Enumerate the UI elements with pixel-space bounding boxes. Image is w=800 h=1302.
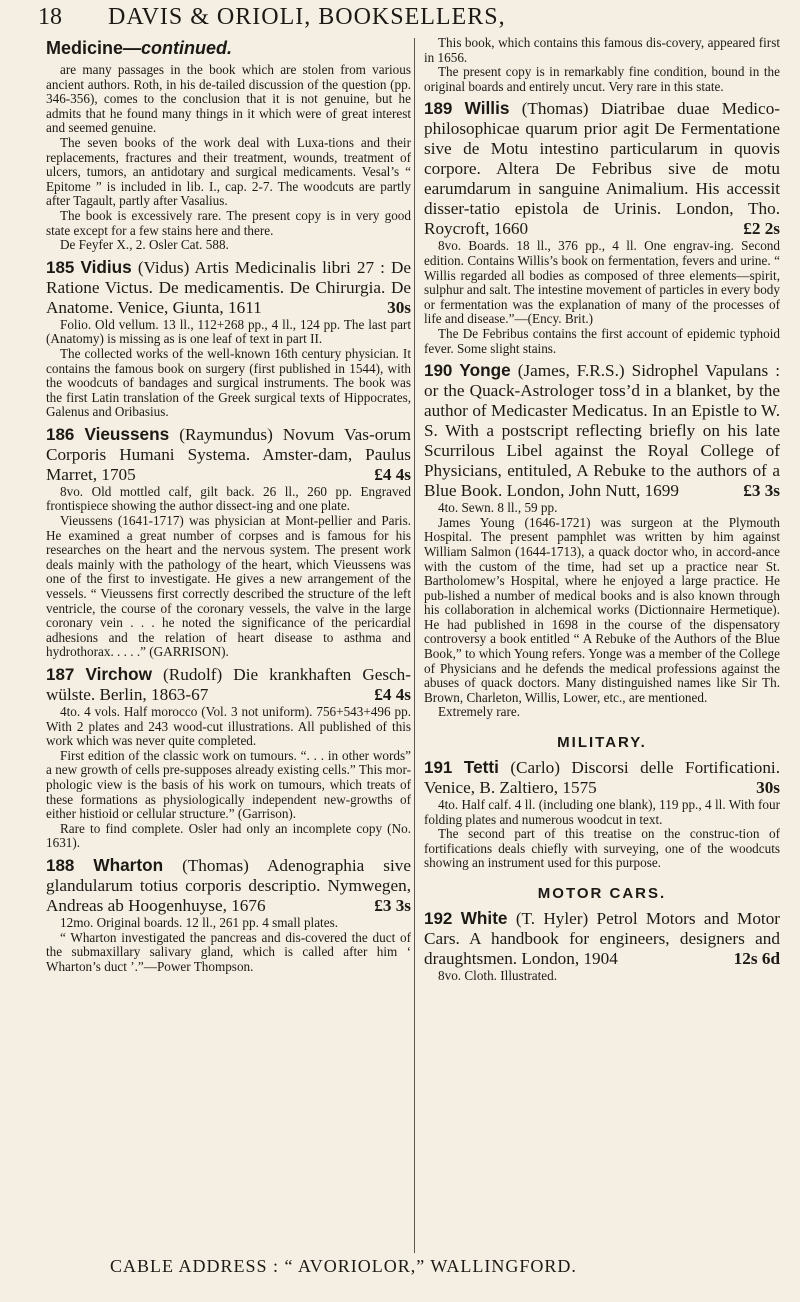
entry-description: (Carlo) Discorsi delle Fortificationi. Venice, B. Zaltiero, 1575 (424, 758, 780, 798)
entry-description: (Thomas) Adenographia sive glandularum totius corporis descriptio. Nymwegen, Andreas ab Hoogenhuyse, 1676 (46, 855, 411, 915)
entry-number: 186 (46, 424, 75, 444)
cable-address-footer: CABLE ADDRESS : “ AVORIOLOR,” WALLINGFORD. (110, 1256, 577, 1276)
entry-price: 12s 6d (733, 949, 780, 968)
paragraph: The second part of this treatise on the construc-tion of fortifications deals chiefly with surveying, one of the woodcuts showing an instrument used for this purpose. (424, 826, 780, 871)
running-title: DAVIS & ORIOLI, BOOKSELLERS, (108, 3, 506, 30)
entry-description: (Raymundus) Novum Vas-orum Corporis Humani Systema. Amster-dam, Paulus Marret, 1705 (46, 424, 411, 484)
entry-number: 191 (424, 758, 453, 778)
paragraph: Vieussens (1641-1717) was physician at Mont-pellier and Paris. He examined a great number of corpses and is famous for his researches on the heart and the nervous system. The present work deals mainly with the pathology of the heart, which Vieussens was one of the first to investigate. He gives a new arrangement of the vessels. “ Vieussens first correctly described the structure of the left ventricle, the course of the coronary vessels, the valve in the large coronary vein . . . he noted the significance of the pericardial adhesions and the relation of heart disease to asthma and hydrothorax. . . . .” (GARRISON). (46, 513, 411, 660)
entry-author: White (460, 908, 508, 928)
entry-author: Vidius (80, 256, 132, 277)
entry-price: £4 4s (374, 464, 411, 484)
paragraph: 4to. Sewn. 8 ll., 59 pp. (438, 500, 558, 516)
entry-price: £3 3s (374, 895, 411, 915)
entry-number: 187 (46, 665, 75, 684)
paragraph: James Young (1646-1721) was surgeon at the Plymouth Hospital. The present pamphlet was written by him against William Salmon (1644-1713), a quack doctor who, in accord-ance with the custom of the time, had set up a practice near St. Bartholomew’s Hospital, where he enjoyed a large practice. He pub-lished a number of medical books and is also known through his collaboration in alchemical works (Dictionnaire Hermetique). He had published in 1698 in the course of the dispensatory controversy a book entitled “ A Rebuke of the Authors of the Blue Book,” to which Young refers. Yonge was a member of the College of Physicians and he defends the medical professions against the abuses of quack doctors. Many distinguished names like Sir Th. Brown, Charleton, Willis, Lower, etc., are mentioned. (424, 514, 780, 705)
entry-title (424, 360, 780, 501)
catalogue-entry (46, 424, 411, 660)
paragraph: The present copy is in remarkably fine condition, bound in the original boards and entirely uncut. Very rare in this state. (424, 64, 780, 94)
paragraph: 8vo. Cloth. Illustrated. (438, 968, 558, 983)
catalogue-entry (424, 360, 780, 720)
section-name: Medicine (46, 38, 124, 58)
catalogue-entry (46, 257, 411, 420)
intro-paragraphs (46, 63, 411, 253)
section-continued: —continued. (123, 38, 233, 58)
entry-author: Willis (464, 98, 510, 119)
entry-title (46, 855, 411, 916)
paragraph: Extremely rare. (438, 704, 521, 720)
entry-number: 185 (46, 257, 75, 277)
section-heading-motor-cars: MOTOR CARS. (537, 885, 667, 902)
catalogue-entry (424, 757, 780, 871)
entry-author: Vieussens (84, 423, 170, 444)
section-heading-medicine (46, 38, 411, 59)
entry-price: £4 4s (374, 685, 411, 704)
left-column (46, 36, 411, 976)
page-header (38, 0, 778, 34)
paragraph: The De Febribus contains the first account of epidemic typhoid fever. Some slight stains. (424, 325, 780, 356)
entry-author: Wharton (93, 854, 164, 875)
entry-price: 30s (387, 297, 411, 317)
entry-description: (James, F.R.S.) Sidrophel Vapulans : or the Quack-Astrologer toss’d in a blanket, by the author of Medicaster Medicatus. In an Epistle to W. S. With a postscript reflecting briefly on his late Scurrilous Libel against the Royal College of Physicians, entituled, A Rebuke to the authors of a Blue Book. London, John Nutt, 1699 (424, 361, 780, 501)
entry-title (46, 424, 411, 485)
paragraph: 8vo. Boards. 18 ll., 376 pp., 4 ll. One engrav-ing. Second edition. Contains Willis’s book on fermentation, fevers and urine. “ Willis regarded all bodies as composed of three elements—spirit, sulphur and salt. The intestine movement of particles in every body or fermentation was the explanation of many of the processes of life and disease.”—(Ency. Brit.) (424, 238, 780, 327)
right-column (424, 36, 780, 986)
paragraph: First edition of the classic work on tumours. “. . . in other words” a new growth of cells pre-supposes already existing cells.” This mor-phologic view is the basis of his work on tumours, which treats of these formations as physiologically independent new-growths of either histioid or cellular structure.” (Garrison). (46, 747, 411, 822)
paragraph: 8vo. Old mottled calf, gilt back. 26 ll., 260 pp. Engraved frontispiece showing the author dissect-ing and one plate. (46, 483, 411, 514)
entry-price: £2 2s (743, 219, 780, 239)
column-divider (414, 38, 415, 1253)
paragraph: “ Wharton investigated the pancreas and dis-covered the duct of the submaxillary salivary gland, which is called after him ‘ Wharton’s duct ’.”—Power Thompson. (46, 929, 411, 974)
paragraph: Rare to find complete. Osler had only an incomplete copy (No. 1631). (46, 820, 411, 851)
entry-number: 189 (424, 99, 453, 119)
paragraph: This book, which contains this famous dis-covery, appeared first in 1656. (424, 36, 780, 65)
page-number: 18 (38, 3, 62, 30)
paragraph: The seven books of the work deal with Luxa-tions and their replacements, fractures and their treatment, wounds, treatment of ulcers, tumors, an antidotary and surgical medicaments. Vesal’s “ Epitome ” is included in lib. I., cap. 2-7. The woodcuts are partly after Tagault, partly after Vasalius. (46, 134, 411, 209)
paragraph: 12mo. Original boards. 12 ll., 261 pp. 4 small plates. (60, 914, 339, 930)
entry-title (424, 98, 780, 239)
entry-description: (Rudolf) Die krankhaften Gesch-wülste. Berlin, 1863-67 (46, 665, 411, 704)
catalogue-entry (46, 664, 411, 851)
entry-description: (Vidus) Artis Medicinalis libri 27 : De Ratione Victus. De medicamentis. De Chirurgia. De Anatome. Venice, Giunta, 1611 (46, 257, 411, 317)
entry-number: 192 (424, 909, 453, 928)
entry-author: Virchow (85, 664, 152, 684)
catalogue-entry (424, 98, 780, 356)
paragraph: are many passages in the book which are stolen from various ancient authors. Roth, in his de-tailed discussion of the question (pp. 346-356), comes to the conclusion that it is not genuine, but he admits that he found many things in it which were of great interest and seemed genuine. (46, 62, 411, 136)
entry-title (424, 908, 780, 969)
section-heading-military: MILITARY. (557, 734, 647, 752)
paragraph: 4to. 4 vols. Half morocco (Vol. 3 not uniform). 756+543+496 pp. With 2 plates and 243 wood-cut illustrations. All published of this work which was never quite completed. (46, 704, 411, 749)
paragraph: Folio. Old vellum. 13 ll., 112+268 pp., 4 ll., 124 pp. The last part (Anatomy) is missing as is one leaf of text in part II. (46, 316, 411, 347)
entry-price: 30s (756, 778, 780, 798)
entry-number: 188 (46, 855, 75, 875)
entry-number: 190 (424, 361, 453, 381)
paragraph: 4to. Half calf. 4 ll. (including one blank), 119 pp., 4 ll. With four folding plates and numerous woodcut in text. (424, 797, 780, 827)
entry-author: Yonge (459, 360, 511, 381)
paragraph: The book is excessively rare. The present copy is in very good state except for a few stains here and there. (46, 207, 411, 238)
paragraph: The collected works of the well-known 16th century physician. It contains the famous book on surgery (first published in 1544), with the woodcuts of bandages and surgical instruments. The book was the first Latin translation of the Greek surgical texts of Hippocrates, Galenus and Oribasius. (46, 345, 411, 420)
entry-description: (Thomas) Diatribae duae Medico-philosophicae quarum prior agit De Fermentatione sive de Motu intestino particularum in quovis corpore. Altera De Febribus sive de motu earumdarum in sanguine Animalium. His accessit disser-tatio epistola de Urinis. London, Tho. Roycroft, 1660 (424, 99, 780, 239)
entry-author: Tetti (463, 757, 499, 778)
entry-title (46, 664, 411, 705)
entry-title (46, 257, 411, 318)
catalogue-entry (424, 908, 780, 984)
intro-paragraphs (424, 36, 780, 94)
entry-price: £3 3s (743, 481, 780, 501)
catalogue-entry (46, 855, 411, 974)
entry-title (424, 757, 780, 798)
entry-description: (T. Hyler) Petrol Motors and Motor Cars. A handbook for engineers, designers and draughtsmen. London, 1904 (424, 909, 780, 968)
paragraph: De Feyfer X., 2. Osler Cat. 588. (60, 237, 229, 253)
